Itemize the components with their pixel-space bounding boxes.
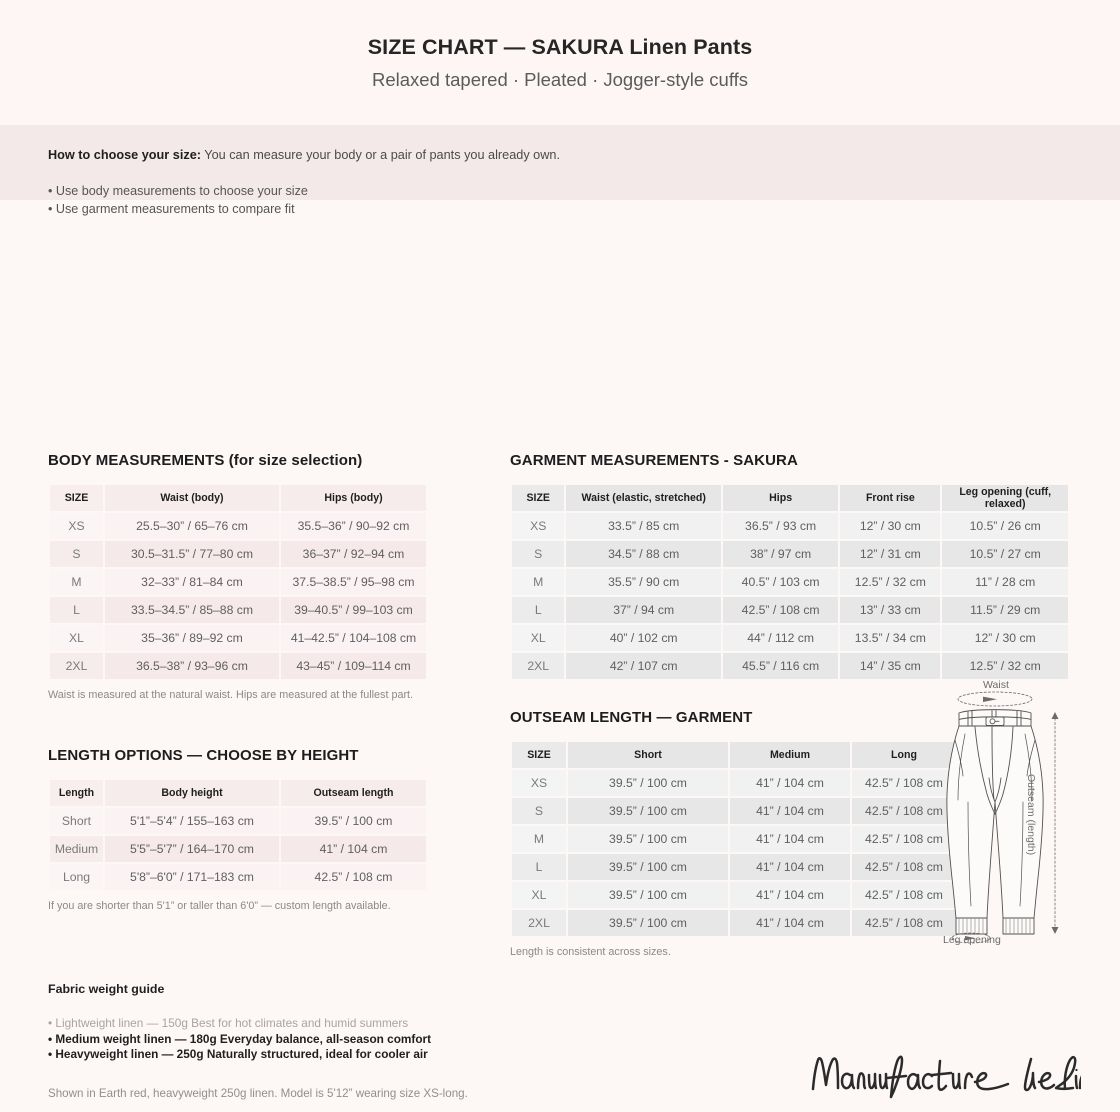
value-cell: 32–33” / 81–84 cm (105, 569, 279, 595)
signature-icon (805, 1045, 1081, 1107)
length-options-table (48, 778, 428, 892)
value-cell: 38” / 97 cm (723, 541, 838, 567)
table-row (512, 910, 956, 936)
left-column (48, 452, 468, 912)
length-cell: Medium (50, 836, 103, 862)
size-cell: XS (512, 770, 566, 796)
column-header: Short (568, 742, 728, 768)
value-cell: 42.5” / 108 cm (281, 864, 426, 890)
how-to-bullets (48, 183, 1120, 218)
value-cell: 12” / 30 cm (840, 513, 940, 539)
value-cell: 35.5” / 90 cm (566, 569, 721, 595)
page-subtitle: Relaxed tapered · Pleated · Jogger-style cuffs (371, 68, 749, 90)
length-options-title: LENGTH OPTIONS — CHOOSE BY HEIGHT (48, 747, 359, 764)
column-header: Front rise (840, 485, 940, 511)
value-cell: 39–40.5” / 99–103 cm (281, 597, 426, 623)
value-cell: 41” / 104 cm (281, 836, 426, 862)
value-cell: 41” / 104 cm (730, 882, 850, 908)
value-cell: 41” / 104 cm (730, 826, 850, 852)
how-to-text: You can measure your body or a pair of pants you already own. (204, 148, 560, 162)
value-cell: 39.5” / 100 cm (281, 808, 426, 834)
size-cell: XL (512, 882, 566, 908)
fabric-item-medium: • Medium weight linen — 180g Everyday balance, all-season comfort (48, 1031, 432, 1046)
table-row (50, 513, 426, 539)
value-cell: 35.5–36” / 90–92 cm (281, 513, 426, 539)
column-header: Waist (elastic, stretched) (566, 485, 721, 511)
fabric-item-heavyweight: • Heavyweight linen — 250g Naturally structured, ideal for cooler air (48, 1047, 428, 1061)
table-row (512, 770, 956, 796)
value-cell: 39.5” / 100 cm (568, 798, 728, 824)
size-cell: XL (512, 625, 564, 651)
size-cell: M (512, 826, 566, 852)
table-row (512, 798, 956, 824)
garment-measurements-table (510, 483, 1070, 681)
fabric-item-lightweight: • Lightweight linen — 150g Best for hot climates and humid summers (48, 1016, 409, 1030)
value-cell: 36–37” / 92–94 cm (281, 541, 426, 567)
column-header: SIZE (50, 485, 103, 511)
size-cell: L (512, 597, 564, 623)
table-row (50, 625, 426, 651)
page-header (0, 0, 1120, 125)
body-measurements-table (48, 483, 428, 681)
value-cell: 40.5” / 103 cm (723, 569, 838, 595)
value-cell: 42.5” / 108 cm (852, 826, 956, 852)
value-cell: 13.5” / 34 cm (840, 625, 940, 651)
value-cell: 41” / 104 cm (730, 770, 850, 796)
outseam-length-note: Length is consistent across sizes. (510, 946, 671, 958)
table-row (50, 808, 426, 834)
table-row (512, 541, 1068, 567)
value-cell: 36.5–38” / 93–96 cm (105, 653, 279, 679)
table-row (50, 864, 426, 890)
value-cell: 12.5” / 32 cm (942, 653, 1068, 679)
value-cell: 41” / 104 cm (730, 798, 850, 824)
value-cell: 42.5” / 108 cm (852, 770, 956, 796)
value-cell: 43–45” / 109–114 cm (281, 653, 426, 679)
column-header: Leg opening (cuff, relaxed) (942, 485, 1068, 511)
fabric-guide-note: Shown in Earth red, heavyweight 250g linen. Model is 5'12” wearing size XS-long. (48, 1086, 468, 1100)
value-cell: 39.5” / 100 cm (568, 882, 728, 908)
table-row (512, 653, 1068, 679)
value-cell: 12” / 30 cm (942, 625, 1068, 651)
value-cell: 30.5–31.5” / 77–80 cm (105, 541, 279, 567)
column-header: Length (50, 780, 103, 806)
value-cell: 44” / 112 cm (723, 625, 838, 651)
pants-technical-drawing-icon (935, 682, 1085, 950)
table-row (512, 854, 956, 880)
how-to-lead (48, 148, 1120, 162)
page-title: SIZE CHART — SAKURA Linen Pants (367, 34, 753, 59)
column-header: SIZE (512, 742, 566, 768)
value-cell: 45.5” / 116 cm (723, 653, 838, 679)
value-cell: 10.5” / 26 cm (942, 513, 1068, 539)
column-header: Outseam length (281, 780, 426, 806)
column-header: Medium (730, 742, 850, 768)
size-cell: XS (50, 513, 103, 539)
value-cell: 36.5” / 93 cm (723, 513, 838, 539)
table-header-row (50, 485, 426, 511)
table-row (50, 541, 426, 567)
value-cell: 42.5” / 108 cm (852, 854, 956, 880)
body-measurements-title: BODY MEASUREMENTS (for size selection) (48, 452, 363, 469)
value-cell: 33.5” / 85 cm (566, 513, 721, 539)
column-header: SIZE (512, 485, 564, 511)
fabric-guide-list (48, 1016, 518, 1063)
size-cell: L (50, 597, 103, 623)
size-cell: XL (50, 625, 103, 651)
length-cell: Short (50, 808, 103, 834)
value-cell: 5'5”–5'7” / 164–170 cm (105, 836, 279, 862)
outseam-length-table (510, 740, 958, 938)
value-cell: 12.5” / 32 cm (840, 569, 940, 595)
size-cell: M (512, 569, 564, 595)
value-cell: 34.5” / 88 cm (566, 541, 721, 567)
value-cell: 33.5–34.5” / 85–88 cm (105, 597, 279, 623)
value-cell: 37” / 94 cm (566, 597, 721, 623)
table-row (512, 625, 1068, 651)
body-measurements-note: Waist is measured at the natural waist. Hips are measured at the fullest part. (48, 689, 414, 701)
value-cell: 37.5–38.5” / 95–98 cm (281, 569, 426, 595)
table-row (512, 882, 956, 908)
length-cell: Long (50, 864, 103, 890)
value-cell: 5'8”–6'0” / 171–183 cm (105, 864, 279, 890)
value-cell: 42.5” / 108 cm (852, 882, 956, 908)
value-cell: 39.5” / 100 cm (568, 770, 728, 796)
garment-measurements-title: GARMENT MEASUREMENTS - SAKURA (510, 452, 798, 469)
table-row (512, 569, 1068, 595)
value-cell: 41–42.5” / 104–108 cm (281, 625, 426, 651)
leg-opening-label: Leg opening (943, 934, 1001, 946)
table-row (50, 836, 426, 862)
table-row (50, 597, 426, 623)
size-cell: L (512, 854, 566, 880)
value-cell: 42.5” / 108 cm (852, 910, 956, 936)
table-row (512, 826, 956, 852)
column-header: Hips (body) (281, 485, 426, 511)
value-cell: 42.5” / 108 cm (723, 597, 838, 623)
size-cell: S (512, 798, 566, 824)
length-options-block (48, 747, 468, 912)
column-header: Hips (723, 485, 838, 511)
value-cell: 11.5” / 29 cm (942, 597, 1068, 623)
value-cell: 42.5” / 108 cm (852, 798, 956, 824)
table-header-row (512, 742, 956, 768)
pants-diagram (935, 679, 1085, 952)
size-cell: 2XL (512, 653, 564, 679)
column-header: Body height (105, 780, 279, 806)
value-cell: 13” / 33 cm (840, 597, 940, 623)
size-cell: 2XL (512, 910, 566, 936)
value-cell: 12” / 31 cm (840, 541, 940, 567)
value-cell: 41” / 104 cm (730, 854, 850, 880)
table-row (512, 597, 1068, 623)
length-options-note: If you are shorter than 5'1” or taller than 6'0” — custom length available. (48, 900, 391, 912)
size-cell: S (512, 541, 564, 567)
value-cell: 25.5–30” / 65–76 cm (105, 513, 279, 539)
fabric-weight-guide (48, 982, 518, 1100)
waist-label: Waist (983, 679, 1009, 691)
value-cell: 14” / 35 cm (840, 653, 940, 679)
fabric-guide-title: Fabric weight guide (48, 982, 165, 996)
size-cell: S (50, 541, 103, 567)
value-cell: 40” / 102 cm (566, 625, 721, 651)
size-cell: M (50, 569, 103, 595)
size-cell: XS (512, 513, 564, 539)
value-cell: 5'1”–5'4” / 155–163 cm (105, 808, 279, 834)
value-cell: 41” / 104 cm (730, 910, 850, 936)
how-to-bullet-garment: • Use garment measurements to compare fit (48, 201, 295, 216)
table-row (512, 513, 1068, 539)
brand-signature (805, 1045, 1085, 1107)
value-cell: 39.5” / 100 cm (568, 910, 728, 936)
table-header-row (512, 485, 1068, 511)
how-to-choose-band (0, 125, 1120, 216)
size-cell: 2XL (50, 653, 103, 679)
column-header: Long (852, 742, 956, 768)
value-cell: 39.5” / 100 cm (568, 854, 728, 880)
column-header: Waist (body) (105, 485, 279, 511)
table-row (50, 653, 426, 679)
how-to-label: How to choose your size: (48, 148, 201, 162)
table-header-row (50, 780, 426, 806)
how-to-bullet-body: • Use body measurements to choose your size (48, 184, 308, 198)
table-row (50, 569, 426, 595)
outseam-label: Outseam (length) (1025, 774, 1037, 856)
value-cell: 42” / 107 cm (566, 653, 721, 679)
value-cell: 35–36” / 89–92 cm (105, 625, 279, 651)
outseam-length-title: OUTSEAM LENGTH — GARMENT (510, 709, 753, 726)
value-cell: 39.5” / 100 cm (568, 826, 728, 852)
value-cell: 11” / 28 cm (942, 569, 1068, 595)
value-cell: 10.5” / 27 cm (942, 541, 1068, 567)
